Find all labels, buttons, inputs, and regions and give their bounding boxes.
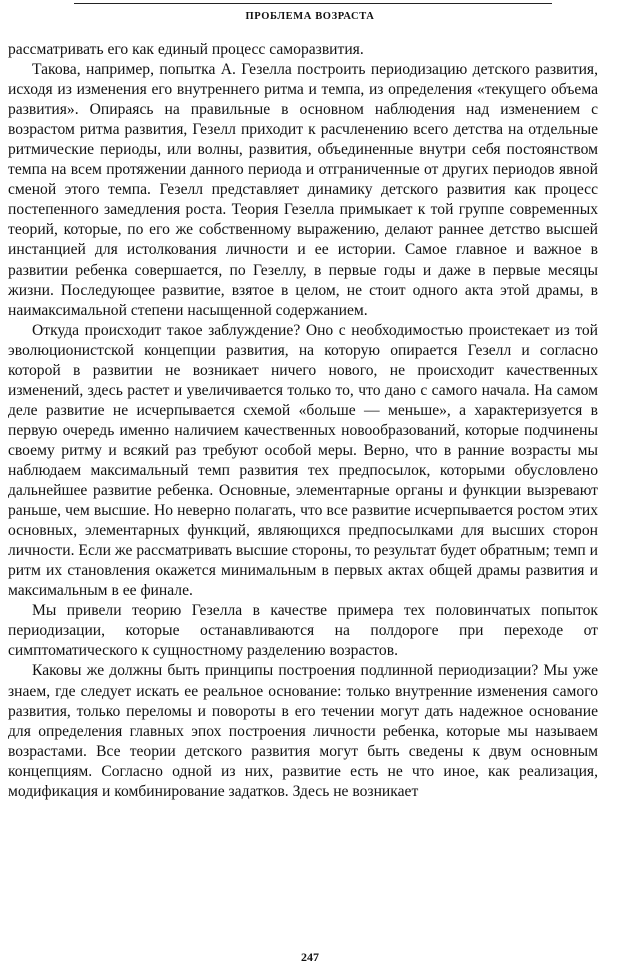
paragraph-continuation: рассматривать его как единый процесс саморазвития.: [8, 41, 364, 58]
paragraph: Откуда происходит такое заблуждение? Оно с необходимостью проистекает из той эволюционистской концепции развития, на которую опирается Гезелл и согласно которой в развитии не возникает ничего нового, не происходит качественных изменений, здесь растет и увеличивается только то, что дано с самого начала. На самом деле развитие не исчерпывается схемой «больше — меньше», а характеризуется в первую очередь именно наличием качественных новообразований, которые подчинены своему ритму и всякий раз требуют особой меры. Верно, что в ранние возрасты мы наблюдаем максимальный темп развития тех предпосылок, которыми обусловлено дальнейшее развитие ребенка. Основные, элементарные органы и функции вызревают раньше, чем высшие. Но неверно полагать, что все развитие исчерпывается ростом этих основных, элементарных функций, являющихся предпосылками для высших сторон личности. Если же рассматривать высшие стороны, то результат будет обратным; темп и ритм их становления окажется минимальным в первых актах общей драмы развития и максимальным в ее финале.: [8, 321, 598, 600]
running-head: ПРОБЛЕМА ВОЗРАСТА: [245, 11, 375, 22]
body-text: [8, 40, 598, 802]
page-number: 247: [301, 950, 319, 964]
header-rule: [74, 3, 552, 4]
paragraph: Каковы же должны быть принципы построения подлинной периодизации? Мы уже знаем, где следует искать ее реальное основание: только внутренние изменения самого развития, только переломы и повороты в его течении могут дать надежное основание для определения главных эпох построения личности ребенка, которые мы называем возрастами. Все теории детского развития могут быть сведены к двум основным концепциям. Согласно одной из них, развитие есть не что иное, как реализация, модификация и комбинирование задатков. Здесь не возникает: [8, 662, 598, 800]
paragraph: Мы привели теорию Гезелла в качестве примера тех половинчатых попыток периодизации, которые останавливаются на полдороге при переходе от симптоматического к сущностному разделению возрастов.: [8, 602, 598, 660]
paragraph: Такова, например, попытка А. Гезелла построить периодизацию детского развития, исходя из изменения его внутреннего ритма и темпа, из определения «текущего объема развития». Опираясь на правильные в основном наблюдения над изменением с возрастом ритма развития, Гезелл приходит к расчленению всего детства на отдельные ритмические периоды, или волны, развития, объединенные внутри себя постоянством темпа на всем протяжении данного периода и отграниченные от других периодов явной сменой этого темпа. Гезелл представляет динамику детского развития как процесс постепенного замедления роста. Теория Гезелла примыкает к той группе современных теорий, которые, по его же собственному выражению, делают раннее детство высшей инстанцией для истолкования личности и ее истории. Самое главное и важное в развитии ребенка совершается, по Гезеллу, в первые годы и даже в первые месяцы жизни. Последующее развитие, взятое в целом, не стоит одного акта этой драмы, в наимаксимальной степени насыщенной содержанием.: [8, 61, 598, 319]
